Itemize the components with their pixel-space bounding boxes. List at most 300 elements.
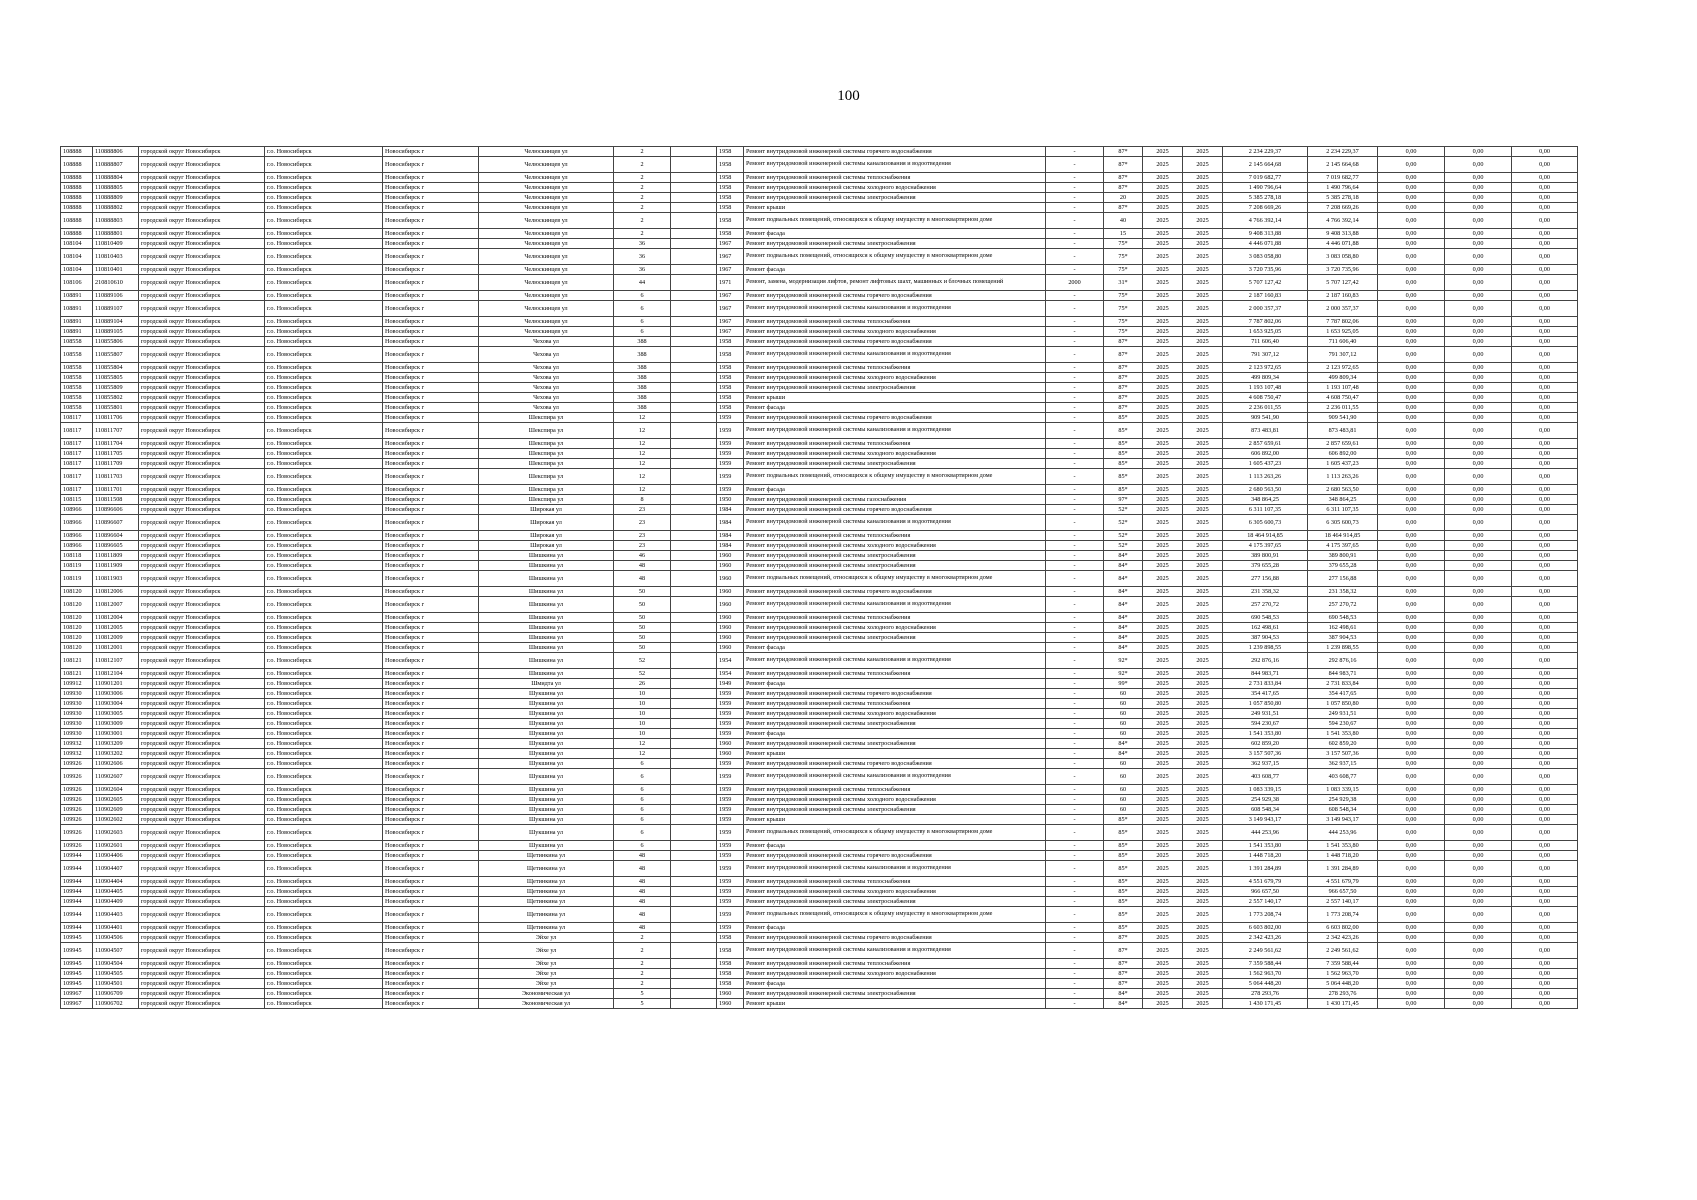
cell-start-year: 2025 (1143, 193, 1183, 203)
cell-regional-budget: 0,00 (1445, 969, 1512, 979)
cell-house-id: 109944 (61, 923, 93, 933)
cell-regional-budget: 0,00 (1445, 633, 1512, 643)
cell-house-id: 108966 (61, 531, 93, 541)
cell-end-year: 2025 (1183, 613, 1223, 623)
cell-local-budget: 0,00 (1512, 643, 1578, 653)
cell-street: Чехова ул (479, 363, 614, 373)
cell-fund-cost: 1 448 718,20 (1308, 851, 1378, 861)
cell-end-year: 2025 (1183, 393, 1223, 403)
cell-elevator-count: - (1046, 719, 1104, 729)
cell-elevator-count: - (1046, 413, 1104, 423)
cell-fund-cost: 2 234 229,37 (1308, 147, 1378, 157)
cell-house-number: 26 (614, 679, 671, 689)
cell-house-id: 109926 (61, 825, 93, 841)
cell-work-id: 110889107 (93, 301, 139, 317)
cell-street: Щетинкина ул (479, 897, 614, 907)
cell-municipal-district: городской округ Новосибирск (139, 449, 265, 459)
cell-wear-percent: 85* (1104, 825, 1143, 841)
table-row (61, 851, 1578, 861)
cell-municipal-entity: г.о. Новосибирск (265, 861, 383, 877)
cell-building (671, 851, 717, 861)
cell-local-budget: 0,00 (1512, 943, 1578, 959)
cell-house-id: 108888 (61, 229, 93, 239)
cell-start-year: 2025 (1143, 825, 1183, 841)
cell-federal-budget: 0,00 (1378, 193, 1445, 203)
cell-elevator-count: - (1046, 613, 1104, 623)
cell-municipal-entity: г.о. Новосибирск (265, 301, 383, 317)
cell-wear-percent: 60 (1104, 689, 1143, 699)
cell-house-number: 48 (614, 923, 671, 933)
table-row (61, 203, 1578, 213)
cell-work-type: Ремонт внутридомовой инженерной системы холодного водоснабжения (744, 709, 1046, 719)
page-number: 100 (837, 88, 860, 104)
cell-year-built: 1950 (717, 495, 744, 505)
cell-total-cost: 5 707 127,42 (1223, 275, 1308, 291)
cell-work-type: Ремонт внутридомовой инженерной системы теплоснабжения (744, 877, 1046, 887)
cell-year-built: 1959 (717, 825, 744, 841)
cell-regional-budget: 0,00 (1445, 907, 1512, 923)
cell-elevator-count: - (1046, 689, 1104, 699)
cell-work-id: 110906709 (93, 989, 139, 999)
cell-street: Чехова ул (479, 337, 614, 347)
cell-federal-budget: 0,00 (1378, 469, 1445, 485)
table-row (61, 403, 1578, 413)
cell-elevator-count: - (1046, 923, 1104, 933)
cell-building (671, 907, 717, 923)
cell-fund-cost: 4 175 397,65 (1308, 541, 1378, 551)
cell-fund-cost: 2 342 423,26 (1308, 933, 1378, 943)
cell-federal-budget: 0,00 (1378, 327, 1445, 337)
cell-end-year: 2025 (1183, 239, 1223, 249)
cell-work-id: 110811809 (93, 551, 139, 561)
cell-end-year: 2025 (1183, 383, 1223, 393)
cell-wear-percent: 75* (1104, 291, 1143, 301)
cell-regional-budget: 0,00 (1445, 173, 1512, 183)
cell-start-year: 2025 (1143, 861, 1183, 877)
cell-start-year: 2025 (1143, 183, 1183, 193)
cell-fund-cost: 257 270,72 (1308, 597, 1378, 613)
cell-work-type: Ремонт подвальных помещений, относящихся к общему имуществу в многоквартирном доме (744, 825, 1046, 841)
cell-settlement: Новосибирск г (383, 393, 479, 403)
cell-wear-percent: 20 (1104, 193, 1143, 203)
cell-year-built: 1960 (717, 633, 744, 643)
table-row (61, 337, 1578, 347)
cell-local-budget: 0,00 (1512, 933, 1578, 943)
cell-street: Широкая ул (479, 505, 614, 515)
cell-work-type: Ремонт внутридомовой инженерной системы газоснабжения (744, 495, 1046, 505)
cell-fund-cost: 18 464 914,85 (1308, 531, 1378, 541)
cell-street: Шекспира ул (479, 449, 614, 459)
cell-wear-percent: 84* (1104, 571, 1143, 587)
cell-wear-percent: 60 (1104, 759, 1143, 769)
cell-elevator-count: - (1046, 841, 1104, 851)
cell-local-budget: 0,00 (1512, 769, 1578, 785)
cell-settlement: Новосибирск г (383, 147, 479, 157)
cell-local-budget: 0,00 (1512, 301, 1578, 317)
cell-house-number: 50 (614, 633, 671, 643)
cell-municipal-district: городской округ Новосибирск (139, 347, 265, 363)
cell-total-cost: 1 773 208,74 (1223, 907, 1308, 923)
cell-work-id: 110904507 (93, 943, 139, 959)
cell-settlement: Новосибирск г (383, 969, 479, 979)
cell-fund-cost: 1 773 208,74 (1308, 907, 1378, 923)
cell-building (671, 933, 717, 943)
cell-wear-percent: 84* (1104, 613, 1143, 623)
cell-house-number: 50 (614, 623, 671, 633)
cell-municipal-entity: г.о. Новосибирск (265, 393, 383, 403)
table-row (61, 561, 1578, 571)
cell-fund-cost: 1 193 107,48 (1308, 383, 1378, 393)
cell-building (671, 729, 717, 739)
cell-start-year: 2025 (1143, 999, 1183, 1009)
cell-house-number: 6 (614, 841, 671, 851)
cell-settlement: Новосибирск г (383, 213, 479, 229)
cell-federal-budget: 0,00 (1378, 669, 1445, 679)
cell-total-cost: 594 230,67 (1223, 719, 1308, 729)
cell-work-id: 110855801 (93, 403, 139, 413)
cell-local-budget: 0,00 (1512, 719, 1578, 729)
cell-regional-budget: 0,00 (1445, 423, 1512, 439)
cell-local-budget: 0,00 (1512, 249, 1578, 265)
cell-total-cost: 403 608,77 (1223, 769, 1308, 785)
cell-total-cost: 606 892,00 (1223, 449, 1308, 459)
cell-year-built: 1960 (717, 587, 744, 597)
cell-work-type: Ремонт внутридомовой инженерной системы электроснабжения (744, 383, 1046, 393)
cell-house-id: 108966 (61, 515, 93, 531)
cell-work-type: Ремонт внутридомовой инженерной системы канализования и водоотведения (744, 769, 1046, 785)
cell-total-cost: 2 123 972,65 (1223, 363, 1308, 373)
cell-fund-cost: 3 149 943,17 (1308, 815, 1378, 825)
cell-local-budget: 0,00 (1512, 989, 1578, 999)
cell-elevator-count: - (1046, 183, 1104, 193)
cell-total-cost: 602 859,20 (1223, 739, 1308, 749)
cell-municipal-entity: г.о. Новосибирск (265, 373, 383, 383)
cell-total-cost: 2 234 229,37 (1223, 147, 1308, 157)
cell-municipal-entity: г.о. Новосибирск (265, 213, 383, 229)
cell-settlement: Новосибирск г (383, 699, 479, 709)
cell-end-year: 2025 (1183, 469, 1223, 485)
cell-wear-percent: 60 (1104, 729, 1143, 739)
table-row (61, 587, 1578, 597)
cell-fund-cost: 1 113 263,26 (1308, 469, 1378, 485)
cell-regional-budget: 0,00 (1445, 943, 1512, 959)
cell-house-number: 23 (614, 541, 671, 551)
cell-building (671, 157, 717, 173)
cell-house-id: 108891 (61, 317, 93, 327)
table-row (61, 571, 1578, 587)
cell-settlement: Новосибирск г (383, 291, 479, 301)
cell-work-id: 110888802 (93, 203, 139, 213)
cell-start-year: 2025 (1143, 505, 1183, 515)
cell-house-id: 108117 (61, 469, 93, 485)
cell-elevator-count: - (1046, 959, 1104, 969)
cell-house-number: 6 (614, 317, 671, 327)
cell-total-cost: 608 548,34 (1223, 805, 1308, 815)
cell-wear-percent: 40 (1104, 213, 1143, 229)
cell-wear-percent: 75* (1104, 317, 1143, 327)
cell-house-id: 109926 (61, 841, 93, 851)
cell-building (671, 943, 717, 959)
cell-start-year: 2025 (1143, 805, 1183, 815)
cell-elevator-count: - (1046, 759, 1104, 769)
cell-fund-cost: 6 603 802,00 (1308, 923, 1378, 933)
cell-fund-cost: 1 057 850,80 (1308, 699, 1378, 709)
cell-elevator-count: - (1046, 851, 1104, 861)
cell-settlement: Новосибирск г (383, 327, 479, 337)
cell-work-type: Ремонт внутридомовой инженерной системы горячего водоснабжения (744, 689, 1046, 699)
cell-year-built: 1958 (717, 347, 744, 363)
cell-house-number: 48 (614, 561, 671, 571)
cell-building (671, 495, 717, 505)
cell-total-cost: 2 249 561,62 (1223, 943, 1308, 959)
cell-end-year: 2025 (1183, 739, 1223, 749)
cell-elevator-count: - (1046, 815, 1104, 825)
cell-work-id: 110855802 (93, 393, 139, 403)
table-row (61, 861, 1578, 877)
cell-building (671, 623, 717, 633)
cell-fund-cost: 2 857 659,61 (1308, 439, 1378, 449)
cell-settlement: Новосибирск г (383, 729, 479, 739)
cell-fund-cost: 162 498,61 (1308, 623, 1378, 633)
cell-wear-percent: 75* (1104, 239, 1143, 249)
cell-street: Широкая ул (479, 515, 614, 531)
cell-year-built: 1959 (717, 699, 744, 709)
cell-end-year: 2025 (1183, 699, 1223, 709)
cell-regional-budget: 0,00 (1445, 729, 1512, 739)
cell-end-year: 2025 (1183, 439, 1223, 449)
cell-work-id: 110811508 (93, 495, 139, 505)
cell-regional-budget: 0,00 (1445, 301, 1512, 317)
cell-building (671, 193, 717, 203)
cell-work-id: 110855805 (93, 373, 139, 383)
cell-end-year: 2025 (1183, 887, 1223, 897)
cell-elevator-count: - (1046, 785, 1104, 795)
cell-municipal-district: городской округ Новосибирск (139, 213, 265, 229)
cell-local-budget: 0,00 (1512, 229, 1578, 239)
cell-total-cost: 791 307,12 (1223, 347, 1308, 363)
cell-settlement: Новосибирск г (383, 469, 479, 485)
cell-fund-cost: 7 208 669,26 (1308, 203, 1378, 213)
cell-wear-percent: 99* (1104, 679, 1143, 689)
cell-regional-budget: 0,00 (1445, 449, 1512, 459)
cell-municipal-district: городской округ Новосибирск (139, 363, 265, 373)
cell-settlement: Новосибирск г (383, 923, 479, 933)
cell-municipal-entity: г.о. Новосибирск (265, 969, 383, 979)
cell-total-cost: 3 083 058,80 (1223, 249, 1308, 265)
cell-local-budget: 0,00 (1512, 265, 1578, 275)
cell-start-year: 2025 (1143, 669, 1183, 679)
cell-start-year: 2025 (1143, 383, 1183, 393)
table-row (61, 897, 1578, 907)
cell-work-id: 110903009 (93, 719, 139, 729)
cell-local-budget: 0,00 (1512, 897, 1578, 907)
cell-year-built: 1984 (717, 515, 744, 531)
cell-municipal-entity: г.о. Новосибирск (265, 979, 383, 989)
cell-fund-cost: 7 787 802,06 (1308, 317, 1378, 327)
cell-regional-budget: 0,00 (1445, 147, 1512, 157)
cell-elevator-count: - (1046, 587, 1104, 597)
cell-local-budget: 0,00 (1512, 469, 1578, 485)
cell-local-budget: 0,00 (1512, 383, 1578, 393)
cell-total-cost: 4 766 392,14 (1223, 213, 1308, 229)
cell-total-cost: 844 983,71 (1223, 669, 1308, 679)
cell-settlement: Новосибирск г (383, 317, 479, 327)
cell-fund-cost: 379 655,28 (1308, 561, 1378, 571)
cell-wear-percent: 60 (1104, 709, 1143, 719)
cell-federal-budget: 0,00 (1378, 679, 1445, 689)
cell-elevator-count: - (1046, 551, 1104, 561)
cell-house-number: 12 (614, 485, 671, 495)
cell-federal-budget: 0,00 (1378, 571, 1445, 587)
cell-settlement: Новосибирск г (383, 719, 479, 729)
cell-work-id: 110811705 (93, 449, 139, 459)
table-row (61, 183, 1578, 193)
cell-total-cost: 1 490 796,64 (1223, 183, 1308, 193)
cell-building (671, 805, 717, 815)
cell-regional-budget: 0,00 (1445, 623, 1512, 633)
cell-elevator-count: - (1046, 449, 1104, 459)
cell-settlement: Новосибирск г (383, 423, 479, 439)
cell-municipal-entity: г.о. Новосибирск (265, 469, 383, 485)
table-row (61, 373, 1578, 383)
cell-federal-budget: 0,00 (1378, 249, 1445, 265)
cell-local-budget: 0,00 (1512, 459, 1578, 469)
cell-wear-percent: 85* (1104, 877, 1143, 887)
cell-year-built: 1971 (717, 275, 744, 291)
cell-municipal-district: городской округ Новосибирск (139, 147, 265, 157)
cell-local-budget: 0,00 (1512, 613, 1578, 623)
cell-fund-cost: 1 653 925,05 (1308, 327, 1378, 337)
cell-regional-budget: 0,00 (1445, 759, 1512, 769)
cell-house-number: 5 (614, 999, 671, 1009)
cell-year-built: 1959 (717, 887, 744, 897)
cell-work-id: 110811706 (93, 413, 139, 423)
cell-federal-budget: 0,00 (1378, 739, 1445, 749)
cell-work-id: 110810403 (93, 249, 139, 265)
cell-total-cost: 1 541 353,80 (1223, 729, 1308, 739)
cell-end-year: 2025 (1183, 459, 1223, 469)
cell-year-built: 1984 (717, 505, 744, 515)
cell-end-year: 2025 (1183, 805, 1223, 815)
cell-municipal-entity: г.о. Новосибирск (265, 495, 383, 505)
table-row (61, 413, 1578, 423)
cell-street: Шукшина ул (479, 749, 614, 759)
cell-total-cost: 2 187 160,83 (1223, 291, 1308, 301)
cell-elevator-count: - (1046, 877, 1104, 887)
cell-elevator-count: - (1046, 193, 1104, 203)
cell-house-id: 108120 (61, 587, 93, 597)
cell-end-year: 2025 (1183, 815, 1223, 825)
cell-regional-budget: 0,00 (1445, 669, 1512, 679)
cell-federal-budget: 0,00 (1378, 897, 1445, 907)
cell-work-type: Ремонт внутридомовой инженерной системы электроснабжения (744, 739, 1046, 749)
cell-municipal-entity: г.о. Новосибирск (265, 989, 383, 999)
cell-municipal-district: городской округ Новосибирск (139, 531, 265, 541)
cell-work-id: 110902602 (93, 815, 139, 825)
cell-house-number: 48 (614, 571, 671, 587)
cell-house-id: 108117 (61, 459, 93, 469)
cell-end-year: 2025 (1183, 653, 1223, 669)
cell-work-id: 110903006 (93, 689, 139, 699)
cell-house-number: 388 (614, 337, 671, 347)
table-row (61, 459, 1578, 469)
cell-work-id: 110855807 (93, 347, 139, 363)
cell-year-built: 1960 (717, 989, 744, 999)
cell-street: Шекспира ул (479, 485, 614, 495)
table-row (61, 669, 1578, 679)
cell-building (671, 669, 717, 679)
cell-regional-budget: 0,00 (1445, 587, 1512, 597)
cell-elevator-count: 2000 (1046, 275, 1104, 291)
cell-start-year: 2025 (1143, 147, 1183, 157)
cell-federal-budget: 0,00 (1378, 363, 1445, 373)
cell-municipal-district: городской округ Новосибирск (139, 969, 265, 979)
cell-municipal-entity: г.о. Новосибирск (265, 337, 383, 347)
cell-elevator-count: - (1046, 729, 1104, 739)
cell-municipal-district: городской округ Новосибирск (139, 317, 265, 327)
cell-work-type: Ремонт фасада (744, 979, 1046, 989)
cell-wear-percent: 85* (1104, 423, 1143, 439)
cell-fund-cost: 2 557 140,17 (1308, 897, 1378, 907)
cell-end-year: 2025 (1183, 541, 1223, 551)
cell-house-number: 50 (614, 587, 671, 597)
cell-municipal-district: городской округ Новосибирск (139, 541, 265, 551)
cell-house-number: 6 (614, 805, 671, 815)
cell-local-budget: 0,00 (1512, 861, 1578, 877)
cell-fund-cost: 231 358,32 (1308, 587, 1378, 597)
cell-house-number: 44 (614, 275, 671, 291)
cell-municipal-district: городской округ Новосибирск (139, 249, 265, 265)
cell-house-number: 6 (614, 815, 671, 825)
cell-municipal-district: городской округ Новосибирск (139, 485, 265, 495)
cell-municipal-entity: г.о. Новосибирск (265, 749, 383, 759)
cell-elevator-count: - (1046, 327, 1104, 337)
cell-building (671, 841, 717, 851)
cell-start-year: 2025 (1143, 729, 1183, 739)
cell-total-cost: 690 548,53 (1223, 613, 1308, 623)
cell-work-id: 110888809 (93, 193, 139, 203)
cell-end-year: 2025 (1183, 275, 1223, 291)
cell-federal-budget: 0,00 (1378, 485, 1445, 495)
cell-fund-cost: 254 929,38 (1308, 795, 1378, 805)
cell-start-year: 2025 (1143, 469, 1183, 485)
cell-work-type: Ремонт фасада (744, 229, 1046, 239)
cell-street: Чехова ул (479, 393, 614, 403)
cell-building (671, 689, 717, 699)
cell-elevator-count: - (1046, 739, 1104, 749)
cell-work-type: Ремонт внутридомовой инженерной системы канализования и водоотведения (744, 515, 1046, 531)
cell-local-budget: 0,00 (1512, 841, 1578, 851)
cell-settlement: Новосибирск г (383, 275, 479, 291)
cell-start-year: 2025 (1143, 897, 1183, 907)
cell-street: Шекспира ул (479, 439, 614, 449)
cell-wear-percent: 85* (1104, 907, 1143, 923)
cell-local-budget: 0,00 (1512, 275, 1578, 291)
table-row (61, 291, 1578, 301)
cell-work-type: Ремонт внутридомовой инженерной системы электроснабжения (744, 561, 1046, 571)
cell-municipal-entity: г.о. Новосибирск (265, 531, 383, 541)
cell-work-id: 110812004 (93, 613, 139, 623)
cell-house-number: 12 (614, 749, 671, 759)
cell-local-budget: 0,00 (1512, 413, 1578, 423)
cell-wear-percent: 92* (1104, 669, 1143, 679)
cell-building (671, 969, 717, 979)
cell-year-built: 1959 (717, 861, 744, 877)
cell-house-id: 108118 (61, 551, 93, 561)
cell-local-budget: 0,00 (1512, 393, 1578, 403)
cell-work-id: 110904506 (93, 933, 139, 943)
table-row (61, 531, 1578, 541)
